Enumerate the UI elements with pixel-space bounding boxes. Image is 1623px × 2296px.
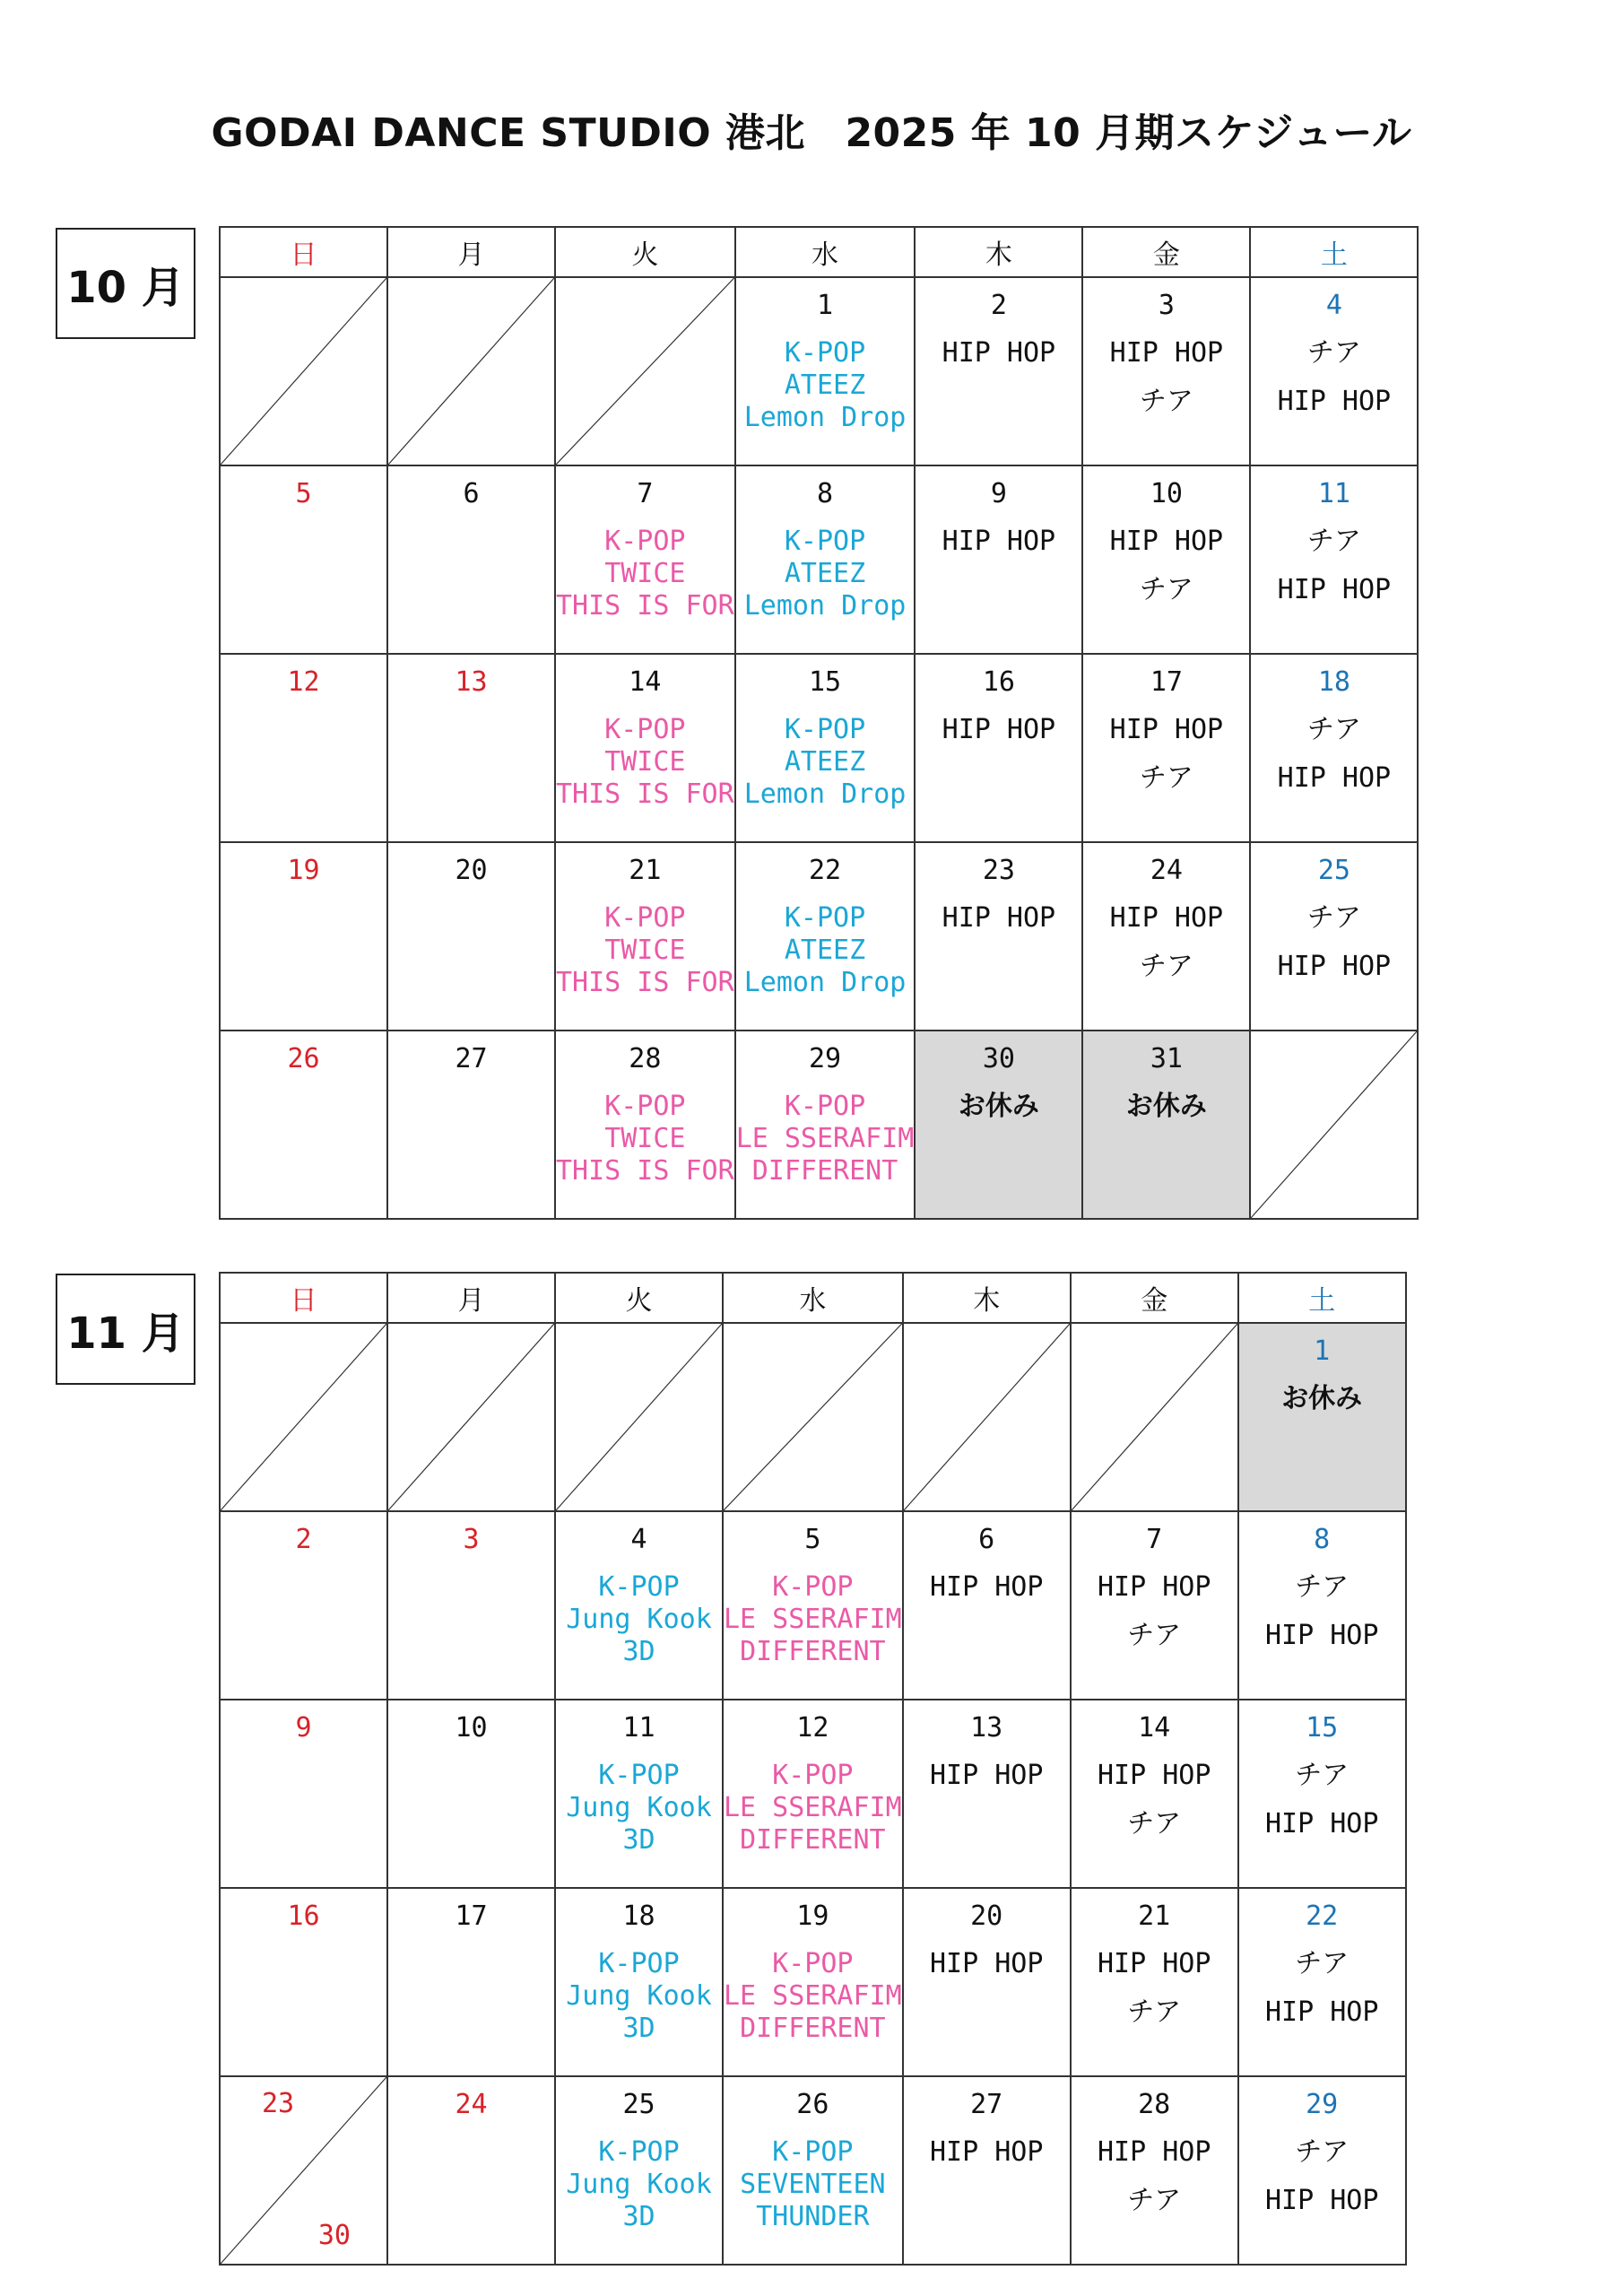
class-label: HIP HOP (1109, 714, 1224, 745)
day-cell (555, 654, 735, 842)
closed-label: お休み (958, 1091, 1039, 1122)
day-number: 12 (796, 1712, 829, 1744)
day-cell (1250, 842, 1418, 1031)
class-label: チア (1306, 337, 1361, 369)
week-row (220, 1888, 1406, 2076)
day-number: 29 (808, 1043, 842, 1074)
class-label: Lemon Drop (743, 967, 907, 998)
day-number: 9 (990, 478, 1007, 509)
day-cell (1082, 465, 1250, 654)
day-cell (555, 1700, 723, 1888)
day-number: 1 (1314, 1335, 1331, 1367)
day-cell (1238, 1511, 1406, 1700)
class-label: THUNDER (756, 2201, 870, 2232)
class-label: LE SSERAFIM (724, 1604, 902, 1635)
week-row (220, 2076, 1406, 2265)
class-label: K-POP (784, 1091, 866, 1122)
class-label: DIFFERENT (740, 2013, 886, 2044)
weekday-header: 木 (903, 1273, 1071, 1323)
day-cell (387, 1323, 555, 1511)
day-number: 9 (295, 1712, 312, 1744)
class-label: Jung Kook (566, 1792, 712, 1823)
week-row (220, 277, 1418, 465)
day-number: 7 (637, 478, 654, 509)
day-number: 20 (455, 855, 488, 886)
day-number: 2 (990, 290, 1007, 321)
day-number: 21 (1138, 1900, 1171, 1932)
day-cell (387, 2076, 555, 2265)
week-row (220, 654, 1418, 842)
day-number: 1 (817, 290, 834, 321)
class-label: HIP HOP (942, 714, 1056, 745)
day-number: 17 (455, 1900, 488, 1932)
day-cell (220, 1031, 387, 1219)
day-number: 20 (970, 1900, 1003, 1932)
class-label: Jung Kook (566, 1604, 712, 1635)
day-cell (220, 1511, 387, 1700)
day-number: 6 (463, 478, 480, 509)
class-label: TWICE (604, 935, 686, 966)
day-number: 22 (808, 855, 842, 886)
class-label: チア (1139, 386, 1193, 417)
class-label: 3D (622, 2201, 655, 2232)
weekday-header: 月 (387, 227, 555, 277)
day-cell (1071, 1511, 1238, 1700)
calendar-november (219, 1272, 1407, 2266)
day-number: 24 (1150, 855, 1183, 886)
day-number: 16 (287, 1900, 320, 1932)
class-label: HIP HOP (1097, 1948, 1211, 1979)
diagonal-slash-icon (724, 1324, 902, 1510)
day-cell (1238, 1888, 1406, 2076)
class-label: HIP HOP (929, 1948, 1044, 1979)
diagonal-slash-icon (221, 278, 386, 465)
day-cell (220, 277, 387, 465)
day-number: 14 (1138, 1712, 1171, 1744)
class-label: K-POP (598, 1760, 680, 1791)
day-cell (735, 842, 916, 1031)
day-number: 4 (630, 1524, 647, 1555)
weekday-header: 金 (1071, 1273, 1238, 1323)
calendar-october (219, 226, 1419, 1220)
class-label: ATEEZ (784, 558, 866, 589)
class-label: HIP HOP (929, 2136, 1044, 2168)
month-label-october: 10 月 (56, 228, 195, 339)
class-label: HIP HOP (1109, 526, 1224, 557)
day-number: 11 (622, 1712, 655, 1744)
day-number: 10 (1150, 478, 1183, 509)
diagonal-slash-icon (388, 1324, 554, 1510)
day-number: 5 (295, 478, 312, 509)
class-label: HIP HOP (1264, 1620, 1379, 1651)
day-number: 4 (1325, 290, 1342, 321)
day-number: 23 (262, 2088, 295, 2119)
day-number: 13 (970, 1712, 1003, 1744)
day-number: 30 (317, 2220, 351, 2251)
class-label: チア (1306, 714, 1361, 745)
weekday-header: 火 (555, 227, 735, 277)
weekday-header: 金 (1082, 227, 1250, 277)
day-number: 15 (808, 666, 842, 698)
day-number: 26 (796, 2089, 829, 2120)
class-label: HIP HOP (929, 1571, 1044, 1603)
day-cell (1250, 277, 1418, 465)
diagonal-slash-icon (556, 1324, 722, 1510)
day-number: 21 (629, 855, 662, 886)
class-label: THIS IS FOR (556, 967, 734, 998)
day-cell (1082, 654, 1250, 842)
week-row (220, 1031, 1418, 1219)
day-cell (903, 1323, 1071, 1511)
day-number: 16 (982, 666, 1015, 698)
class-label: LE SSERAFIM (724, 1980, 902, 2012)
day-cell (387, 1700, 555, 1888)
class-label: HIP HOP (1264, 2185, 1379, 2216)
day-number: 25 (622, 2089, 655, 2120)
day-cell (387, 1511, 555, 1700)
class-label: チア (1306, 526, 1361, 557)
day-number: 10 (455, 1712, 488, 1744)
day-number: 2 (295, 1524, 312, 1555)
day-cell (220, 465, 387, 654)
day-cell (723, 1323, 903, 1511)
day-cell (220, 1888, 387, 2076)
class-label: チア (1127, 2185, 1182, 2216)
day-number: 18 (1317, 666, 1350, 698)
class-label: チア (1306, 902, 1361, 934)
class-label: HIP HOP (1277, 762, 1392, 794)
week-row (220, 1511, 1406, 1700)
day-number: 27 (455, 1043, 488, 1074)
day-cell (555, 842, 735, 1031)
week-row (220, 465, 1418, 654)
weekday-header: 火 (555, 1273, 723, 1323)
class-label: HIP HOP (1264, 1996, 1379, 2028)
day-cell (735, 277, 916, 465)
class-label: 3D (622, 1636, 655, 1667)
day-cell (387, 465, 555, 654)
diagonal-slash-icon (1072, 1324, 1237, 1510)
class-label: K-POP (772, 1760, 854, 1791)
day-number: 19 (796, 1900, 829, 1932)
class-label: K-POP (598, 2136, 680, 2168)
day-number: 27 (970, 2089, 1003, 2120)
class-label: ATEEZ (784, 370, 866, 401)
weekday-header: 日 (220, 1273, 387, 1323)
day-cell (220, 1700, 387, 1888)
day-cell (555, 1323, 723, 1511)
class-label: DIFFERENT (751, 1155, 898, 1187)
class-label: K-POP (784, 714, 866, 745)
class-label: HIP HOP (1109, 902, 1224, 934)
diagonal-slash-icon (221, 1324, 386, 1510)
class-label: K-POP (784, 337, 866, 369)
class-label: Jung Kook (566, 2169, 712, 2200)
day-cell (1238, 1323, 1406, 1511)
class-label: K-POP (604, 902, 686, 934)
weekday-header: 月 (387, 1273, 555, 1323)
class-label: チア (1139, 574, 1193, 605)
class-label: DIFFERENT (740, 1636, 886, 1667)
class-label: DIFFERENT (740, 1824, 886, 1856)
day-cell (915, 465, 1082, 654)
day-cell (555, 1031, 735, 1219)
day-cell (723, 2076, 903, 2265)
day-number: 8 (817, 478, 834, 509)
day-number: 24 (455, 2089, 488, 2120)
day-number: 31 (1150, 1043, 1183, 1074)
weekday-header: 土 (1238, 1273, 1406, 1323)
day-cell (915, 654, 1082, 842)
class-label: THIS IS FOR (556, 778, 734, 810)
closed-label: お休み (1281, 1383, 1363, 1414)
class-label: 3D (622, 1824, 655, 1856)
class-label: HIP HOP (1277, 386, 1392, 417)
class-label: K-POP (604, 714, 686, 745)
class-label: チア (1295, 1760, 1350, 1791)
class-label: チア (1295, 2136, 1350, 2168)
class-label: ATEEZ (784, 935, 866, 966)
day-number: 18 (622, 1900, 655, 1932)
class-label: チア (1295, 1571, 1350, 1603)
day-cell (735, 1031, 916, 1219)
class-label: LE SSERAFIM (724, 1792, 902, 1823)
day-cell (1082, 277, 1250, 465)
diagonal-slash-icon (1251, 1031, 1417, 1218)
class-label: Lemon Drop (743, 778, 907, 810)
class-label: HIP HOP (942, 337, 1056, 369)
class-label: K-POP (784, 902, 866, 934)
day-cell (1238, 1700, 1406, 1888)
day-cell (723, 1888, 903, 2076)
day-cell (903, 1700, 1071, 1888)
week-row (220, 1700, 1406, 1888)
day-number: 19 (287, 855, 320, 886)
day-cell (1071, 1888, 1238, 2076)
day-cell (555, 2076, 723, 2265)
weekday-header: 水 (723, 1273, 903, 1323)
class-label: チア (1127, 1808, 1182, 1839)
day-cell (555, 1888, 723, 2076)
month-label-november: 11 月 (56, 1274, 195, 1385)
day-cell (555, 1511, 723, 1700)
day-cell (1071, 1700, 1238, 1888)
day-number: 7 (1146, 1524, 1163, 1555)
weekday-header-row (220, 1273, 1406, 1323)
day-cell (723, 1700, 903, 1888)
class-label: チア (1295, 1948, 1350, 1979)
class-label: TWICE (604, 1123, 686, 1154)
class-label: HIP HOP (1277, 951, 1392, 982)
day-number: 22 (1306, 1900, 1339, 1932)
day-cell (220, 1323, 387, 1511)
day-number: 11 (1317, 478, 1350, 509)
day-number: 14 (629, 666, 662, 698)
closed-label: お休み (1125, 1091, 1207, 1122)
diagonal-slash-icon (388, 278, 554, 465)
class-label: K-POP (784, 526, 866, 557)
class-label: チア (1127, 1996, 1182, 2028)
day-cell (555, 465, 735, 654)
day-number: 17 (1150, 666, 1183, 698)
week-row (220, 842, 1418, 1031)
day-cell (387, 842, 555, 1031)
class-label: K-POP (604, 1091, 686, 1122)
day-cell (1082, 842, 1250, 1031)
day-cell (220, 2076, 387, 2265)
diagonal-slash-icon (904, 1324, 1070, 1510)
day-cell (903, 1511, 1071, 1700)
day-cell (220, 654, 387, 842)
day-number: 29 (1306, 2089, 1339, 2120)
day-number: 13 (455, 666, 488, 698)
day-cell (1238, 2076, 1406, 2265)
diagonal-slash-icon (221, 2077, 386, 2264)
day-number: 28 (1138, 2089, 1171, 2120)
day-number: 5 (804, 1524, 821, 1555)
class-label: Lemon Drop (743, 402, 907, 433)
day-cell (903, 2076, 1071, 2265)
day-cell (555, 277, 735, 465)
day-number: 23 (982, 855, 1015, 886)
day-number: 3 (1158, 290, 1175, 321)
day-cell (1082, 1031, 1250, 1219)
class-label: HIP HOP (1097, 2136, 1211, 2168)
day-number: 12 (287, 666, 320, 698)
class-label: HIP HOP (942, 902, 1056, 934)
class-label: チア (1139, 951, 1193, 982)
class-label: K-POP (598, 1948, 680, 1979)
diagonal-slash-icon (556, 278, 734, 465)
class-label: K-POP (598, 1571, 680, 1603)
day-cell (387, 277, 555, 465)
day-cell (735, 654, 916, 842)
class-label: Jung Kook (566, 1980, 712, 2012)
class-label: K-POP (604, 526, 686, 557)
day-number: 26 (287, 1043, 320, 1074)
day-cell (903, 1888, 1071, 2076)
class-label: チア (1139, 762, 1193, 794)
day-cell (723, 1511, 903, 1700)
class-label: THIS IS FOR (556, 1155, 734, 1187)
day-cell (1071, 1323, 1238, 1511)
day-cell (1250, 1031, 1418, 1219)
class-label: 3D (622, 2013, 655, 2044)
day-cell (735, 465, 916, 654)
class-label: チア (1127, 1620, 1182, 1651)
class-label: HIP HOP (1097, 1571, 1211, 1603)
class-label: THIS IS FOR (556, 590, 734, 622)
day-number: 6 (978, 1524, 995, 1555)
weekday-header: 水 (735, 227, 916, 277)
class-label: LE SSERAFIM (735, 1123, 915, 1154)
day-cell (915, 842, 1082, 1031)
class-label: K-POP (772, 2136, 854, 2168)
day-number: 28 (629, 1043, 662, 1074)
class-label: HIP HOP (942, 526, 1056, 557)
day-cell (915, 1031, 1082, 1219)
class-label: HIP HOP (1097, 1760, 1211, 1791)
class-label: HIP HOP (1277, 574, 1392, 605)
day-number: 8 (1314, 1524, 1331, 1555)
day-cell (387, 654, 555, 842)
day-number: 15 (1306, 1712, 1339, 1744)
day-number: 25 (1317, 855, 1350, 886)
class-label: HIP HOP (929, 1760, 1044, 1791)
class-label: K-POP (772, 1571, 854, 1603)
weekday-header-row (220, 227, 1418, 277)
class-label: ATEEZ (784, 746, 866, 778)
page-title: GODAI DANCE STUDIO 港北 2025 年 10 月期スケジュール (211, 110, 1412, 156)
day-cell (1250, 654, 1418, 842)
day-cell (387, 1031, 555, 1219)
day-cell (1250, 465, 1418, 654)
day-cell (220, 842, 387, 1031)
day-number: 3 (463, 1524, 480, 1555)
class-label: Lemon Drop (743, 590, 907, 622)
week-row (220, 1323, 1406, 1511)
day-cell (387, 1888, 555, 2076)
day-number: 30 (982, 1043, 1015, 1074)
class-label: TWICE (604, 558, 686, 589)
class-label: SEVENTEEN (740, 2169, 886, 2200)
day-cell (1071, 2076, 1238, 2265)
class-label: HIP HOP (1109, 337, 1224, 369)
day-cell (915, 277, 1082, 465)
weekday-header: 日 (220, 227, 387, 277)
class-label: K-POP (772, 1948, 854, 1979)
weekday-header: 土 (1250, 227, 1418, 277)
weekday-header: 木 (915, 227, 1082, 277)
class-label: HIP HOP (1264, 1808, 1379, 1839)
class-label: TWICE (604, 746, 686, 778)
